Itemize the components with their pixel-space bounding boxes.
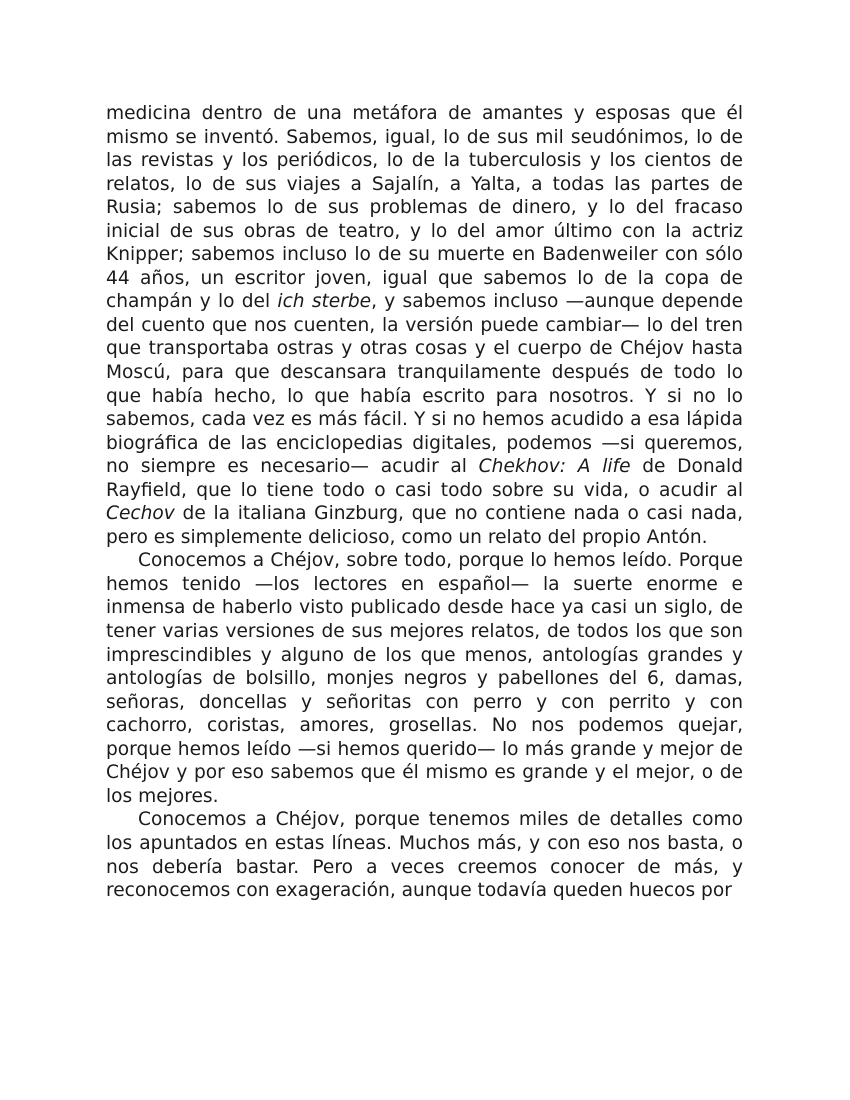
paragraph-1-italic-ich-sterbe: ich sterbe [277,291,372,313]
paragraph-1-text-4: de la italiana Ginzburg, que no contiene nada o casi nada, pero es simplemente delicioso, como un relato del propio Antón. [106,503,743,548]
paragraph-3-text: Conocemos a Chéjov, porque tenemos miles de detalles como los apuntados en estas líneas. Muchos más, y con eso nos basta, o nos debería bastar. Pero a veces creemos conocer de más, y reconocemos con exageración, aunque todavía queden huecos por [106,809,743,902]
paragraph-1-italic-cechov: Cechov [106,503,175,525]
paragraph-1-text-2: , y sabemos incluso —aunque depende del cuento que nos cuenten, la versión puede cambiar— lo del tren que transportaba ostras y otras cosas y el cuerpo de Chéjov hasta Moscú, para que descansara tranquilamente después de todo lo que había hecho, lo que había escrito para nosotros. Y si no lo sabemos, cada vez es más fácil. Y si no hemos acudido a esa lápida biográfica de las enciclopedias digitales, podemos —si queremos, no siempre es necesario— acudir al [106,291,744,478]
paragraph-1-italic-chekhov-a-life: Chekhov: A life [478,456,631,478]
paragraph-1-text-1: medicina dentro de una metáfora de amantes y esposas que él mismo se inventó. Sabemos, igual, lo de sus mil seudónimos, lo de las revistas y los periódicos, lo de la tuberculosis y los cientos de relatos, lo de sus viajes a Sajalín, a Yalta, a todas las partes de Rusia; sabemos lo de sus problemas de dinero, y lo del fracaso inicial de sus obras de teatro, y lo del amor último con la actriz Knipper; sabemos incluso lo de su muerte en Badenweiler con sólo 44 años, un escritor joven, igual que sabemos lo de la copa de champán y lo del [106,103,743,313]
paragraph-1 [106,102,743,549]
document-page [106,102,743,903]
paragraph-2 [106,549,743,808]
paragraph-2-text: Conocemos a Chéjov, sobre todo, porque lo hemos leído. Porque hemos tenido —los lectores en español— la suerte enorme e inmensa de haberlo visto publicado desde hace ya casi un siglo, de tener varias versiones de sus mejores relatos, de todos los que son imprescindibles y alguno de los que menos, antologías grandes y antologías de bolsillo, monjes negros y pabellones del 6, damas, señoras, doncellas y señoritas con perro y con perrito y con cachorro, coristas, amores, grosellas. No nos podemos quejar, porque hemos leído —si hemos querido— lo más grande y mejor de Chéjov y por eso sabemos que él mismo es grande y el mejor, o de los mejores. [106,550,743,807]
paragraph-1-text-3: de Donald Rayfield, que lo tiene todo o casi todo sobre su vida, o acudir al [106,456,743,501]
paragraph-3 [106,808,743,902]
